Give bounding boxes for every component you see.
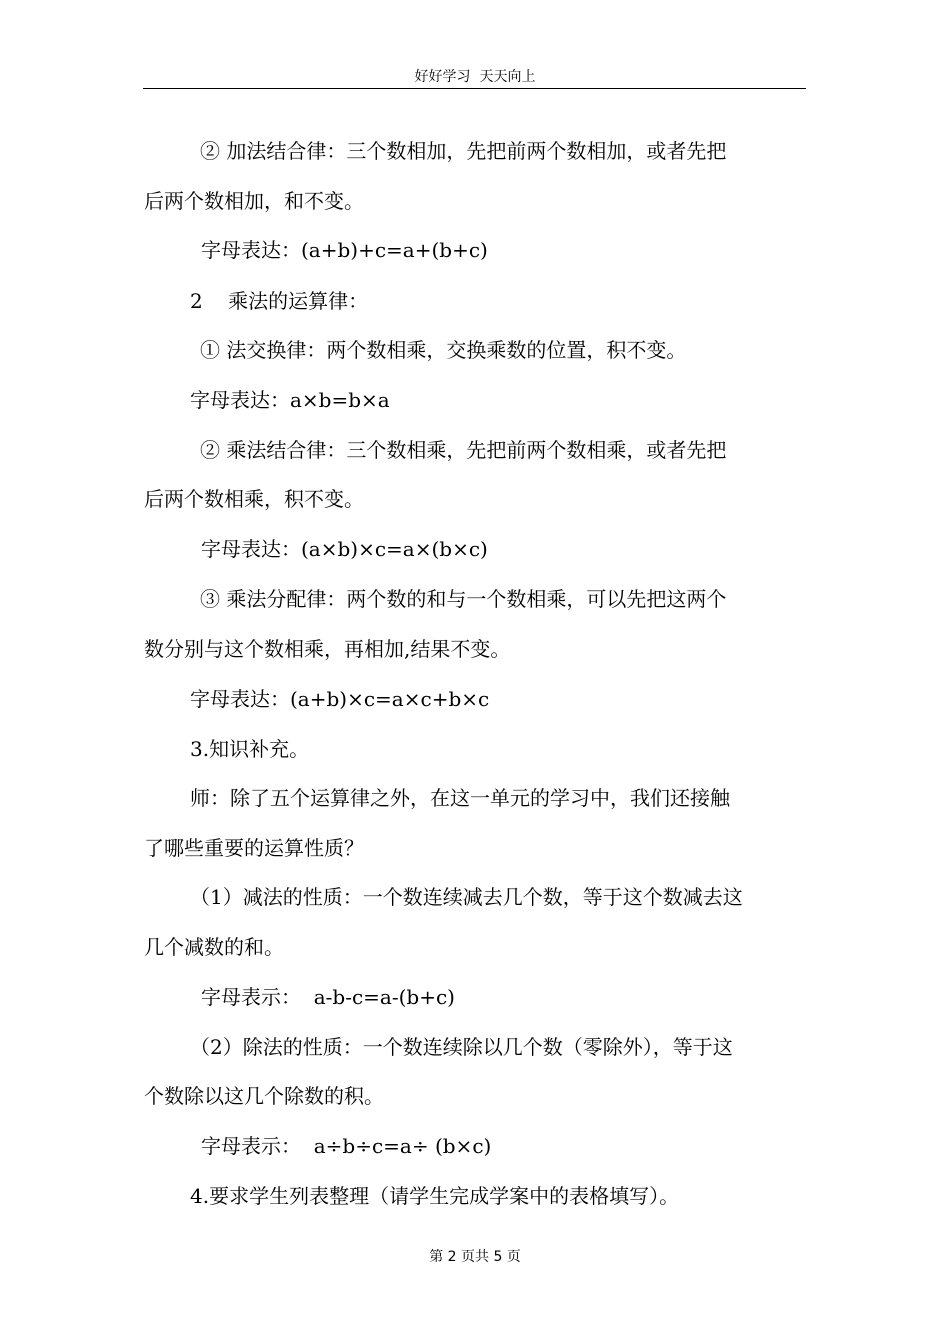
text-line: 字母表达：(a×b)×c=a×(b×c) bbox=[201, 537, 488, 561]
text-line: 字母表示： a-b-c=a-(b+c) bbox=[201, 985, 455, 1009]
text-line: 数分别与这个数相乘，再相加,结果不变。 bbox=[144, 637, 511, 661]
text-line: 后两个数相加，和不变。 bbox=[144, 189, 364, 213]
text-line: 2 乘法的运算律： bbox=[190, 289, 369, 313]
header-divider bbox=[143, 88, 806, 89]
text-line: 字母表达：(a+b)×c=a×c+b×c bbox=[190, 687, 490, 711]
text-line: 了哪些重要的运算性质？ bbox=[144, 836, 364, 860]
text-line: 3.知识补充。 bbox=[190, 737, 310, 761]
text-line: 个数除以这几个除数的积。 bbox=[144, 1084, 384, 1108]
text-line: ① 法交换律：两个数相乘，交换乘数的位置，积不变。 bbox=[200, 338, 687, 362]
page-header: 好好学习 天天向上 bbox=[414, 69, 536, 85]
text-line: 后两个数相乘，积不变。 bbox=[144, 487, 364, 511]
text-line: ② 加法结合律：三个数相加，先把前两个数相加，或者先把 bbox=[200, 139, 727, 163]
text-line: 几个减数的和。 bbox=[144, 935, 284, 959]
page-footer: 第 2 页共 5 页 bbox=[429, 1249, 521, 1265]
text-line: ③ 乘法分配律：两个数的和与一个数相乘，可以先把这两个 bbox=[200, 587, 727, 611]
text-line: （1）减法的性质：一个数连续减去几个数，等于这个数减去这 bbox=[190, 885, 743, 909]
text-line: 字母表达：(a+b)+c=a+(b+c) bbox=[201, 238, 488, 262]
text-line: 师：除了五个运算律之外，在这一单元的学习中，我们还接触 bbox=[190, 786, 730, 810]
text-line: 字母表达：a×b=b×a bbox=[190, 388, 390, 412]
text-line: 字母表示： a÷b÷c=a÷ (b×c) bbox=[201, 1134, 492, 1158]
text-line: （2）除法的性质：一个数连续除以几个数（零除外），等于这 bbox=[190, 1035, 733, 1059]
text-line: 4.要求学生列表整理（请学生完成学案中的表格填写）。 bbox=[190, 1184, 680, 1208]
text-line: ② 乘法结合律：三个数相乘，先把前两个数相乘，或者先把 bbox=[200, 438, 727, 462]
